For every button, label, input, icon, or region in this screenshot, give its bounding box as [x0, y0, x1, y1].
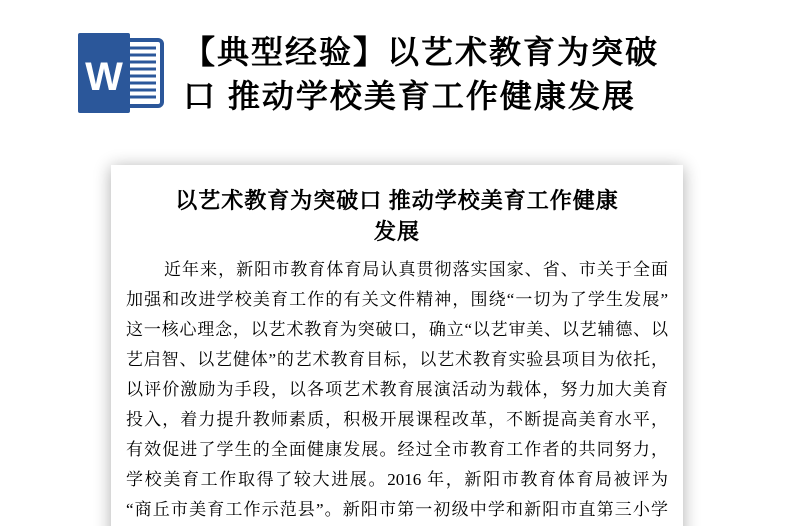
document-body-line: 以评价激励为手段，以各项艺术教育展演活动为载体，努力加大美育	[126, 380, 668, 399]
document-header	[78, 30, 659, 118]
document-preview-page[interactable]	[111, 165, 683, 526]
document-body-line: 加强和改进学校美育工作的有关文件精神，围绕“一切为了学生发展”	[126, 290, 668, 309]
document-body-line: 这一核心理念，以艺术教育为突破口，确立“以艺审美、以艺辅德、以	[126, 320, 668, 339]
page-title-line-1: 【典型经验】以艺术教育为突破	[183, 34, 660, 70]
document-body	[126, 255, 668, 525]
word-icon-letter: W	[85, 55, 123, 99]
document-heading	[126, 185, 668, 247]
page-title	[183, 30, 659, 118]
document-body-line: 学校美育工作取得了较大进展。2016 年，新阳市教育体育局被评为	[126, 470, 668, 489]
document-body-line: 有效促进了学生的全面健康发展。经过全市教育工作者的共同努力，	[126, 440, 668, 459]
document-heading-line-1: 以艺术教育为突破口 推动学校美育工作健康	[175, 188, 619, 213]
document-body-line: 艺启智、以艺健体”的艺术教育目标，以艺术教育实验县项目为依托，	[126, 350, 668, 369]
document-body-line: 近年来，新阳市教育体育局认真贯彻落实国家、省、市关于全面	[164, 260, 668, 279]
page-title-line-2: 口 推动学校美育工作健康发展	[183, 78, 636, 114]
document-body-line: “商丘市美育工作示范县”。新阳市第一初级中学和新阳市直第三小学	[126, 500, 668, 519]
document-body-line: 投入，着力提升教师素质，积极开展课程改革，不断提高美育水平，	[126, 410, 668, 429]
document-heading-line-2: 发展	[373, 219, 420, 244]
ms-word-icon	[78, 33, 166, 113]
